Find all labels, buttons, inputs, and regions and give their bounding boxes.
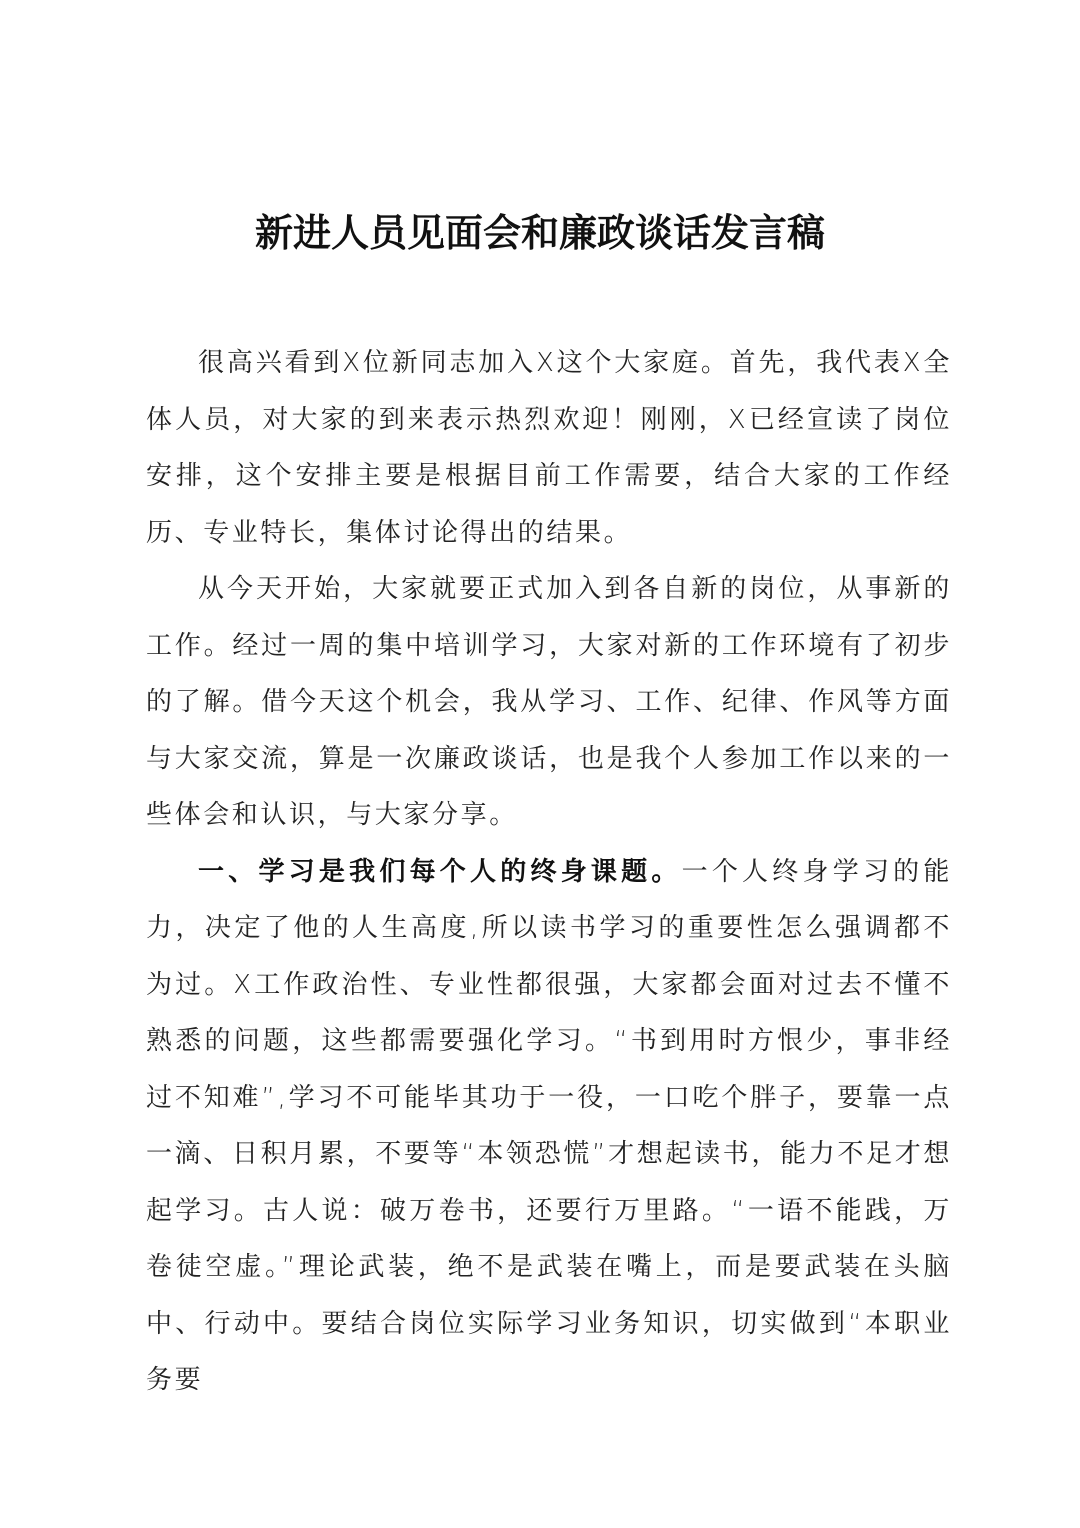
paragraph-text: 很高兴看到X位新同志加入X这个大家庭。首先，我代表X全体人员，对大家的到来表示热烈欢迎！刚刚，X已经宣读了岗位安排，这个安排主要是根据目前工作需要，结合大家的工作经历、专业特长，集体讨论得出的结果。 [146,348,952,548]
document-body [146,335,952,1409]
document-title: 新进人员见面会和廉政谈话发言稿 [254,210,825,255]
paragraph-text: 从今天开始，大家就要正式加入到各自新的岗位，从事新的工作。经过一周的集中培训学习，大家对新的工作环境有了初步的了解。借今天这个机会，我从学习、工作、纪律、作风等方面与大家交流，算是一次廉政谈话，也是我个人参加工作以来的一些体会和认识，与大家分享。 [146,574,952,830]
paragraph-section-one [146,844,952,1409]
paragraph-text: 一个人终身学习的能力，决定了他的人生高度,所以读书学习的重要性怎么强调都不为过。X工作政治性、专业性都很强，大家都会面对过去不懂不熟悉的问题，这些都需要强化学习。“书到用时方恨少，事非经过不知难”,学习不可能毕其功于一役，一口吃个胖子，要靠一点一滴、日积月累，不要等“本领恐慌”才想起读书，能力不足才想起学习。古人说：破万卷书，还要行万里路。“一语不能践，万卷徒空虚。”理论武装，绝不是武装在嘴上，而是要武装在头脑中、行动中。要结合岗位实际学习业务知识，切实做到“本职业务要 [146,856,952,1395]
section-heading: 一、学习是我们每个人的终身课题。 [198,856,682,887]
paragraph-welcome [146,335,952,561]
paragraph-introduction [146,561,952,844]
